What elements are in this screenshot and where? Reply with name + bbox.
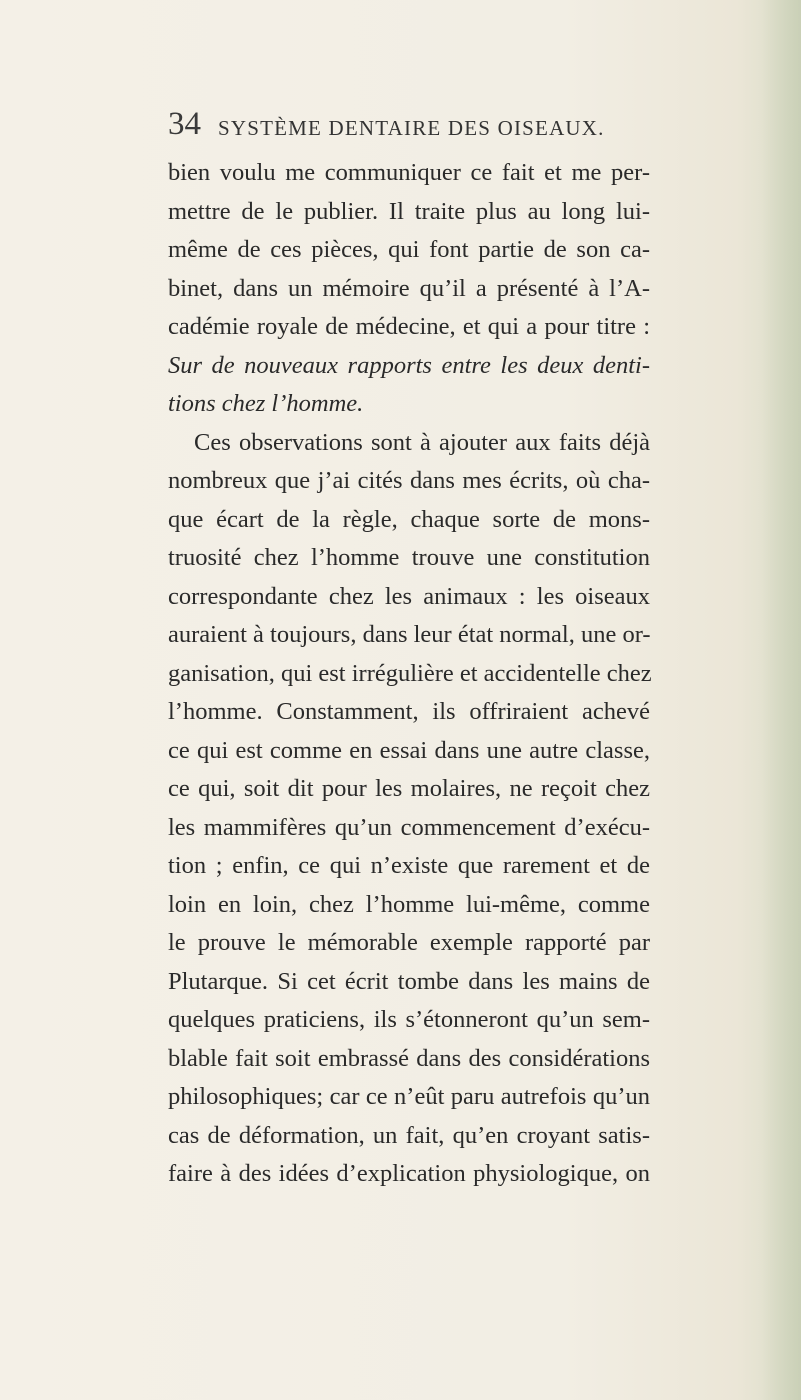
text-line: cas de déformation, un fait, qu’en croyant satis-	[168, 1121, 650, 1149]
text-line: l’homme. Constamment, ils offriraient achevé	[168, 698, 650, 725]
text-line: nombreux que j’ai cités dans mes écrits, où cha-	[168, 467, 650, 494]
text-line: blable fait soit embrassé dans des considérations	[168, 1044, 650, 1072]
text-line: faire à des idées d’explication physiologique, on	[168, 1160, 650, 1187]
text-line: même de ces pièces, qui font partie de son ca-	[168, 236, 650, 263]
text-line: ce qui, soit dit pour les molaires, ne reçoit chez	[168, 775, 650, 802]
text-line-italic-title: tions chez l’homme.	[168, 390, 364, 417]
text-line: que écart de la règle, chaque sorte de mons-	[168, 505, 650, 533]
text-line: binet, dans un mémoire qu’il a présenté à l’A-	[168, 274, 650, 302]
text-line: quelques praticiens, ils s’étonneront qu’un sem-	[168, 1006, 650, 1033]
text-line-italic-title: Sur de nouveaux rapports entre les deux denti-	[168, 351, 650, 379]
page-edge-shadow	[761, 0, 801, 1400]
text-line: mettre de le publier. Il traite plus au long lui-	[168, 197, 650, 225]
text-line: philosophiques; car ce n’eût paru autrefois qu’un	[168, 1083, 650, 1110]
text-line: truosité chez l’homme trouve une constitution	[168, 544, 650, 571]
text-line: cadémie royale de médecine, et qui a pour titre :	[168, 313, 650, 340]
text-line: bien voulu me communiquer ce fait et me per-	[168, 159, 650, 186]
page-number: 34	[168, 106, 201, 142]
text-line-paragraph-start: Ces observations sont à ajouter aux faits déjà	[194, 428, 650, 456]
text-line: le prouve le mémorable exemple rapporté par	[168, 929, 650, 956]
running-head: SYSTÈME DENTAIRE DES OISEAUX.	[218, 116, 605, 140]
text-line: ganisation, qui est irrégulière et accidentelle chez	[168, 659, 652, 687]
text-line: Plutarque. Si cet écrit tombe dans les mains de	[168, 967, 650, 995]
page-header	[168, 106, 668, 146]
text-line: loin en loin, chez l’homme lui-même, comme	[168, 890, 650, 918]
text-line: les mammifères qu’un commencement d’exécu-	[168, 813, 650, 841]
text-line: correspondante chez les animaux : les oiseaux	[168, 582, 650, 610]
text-line: ce qui est comme en essai dans une autre classe,	[168, 736, 650, 764]
text-line: tion ; enfin, ce qui n’existe que rarement et de	[168, 852, 650, 879]
text-line: auraient à toujours, dans leur état normal, une or-	[168, 621, 651, 648]
body-text	[168, 154, 650, 1194]
